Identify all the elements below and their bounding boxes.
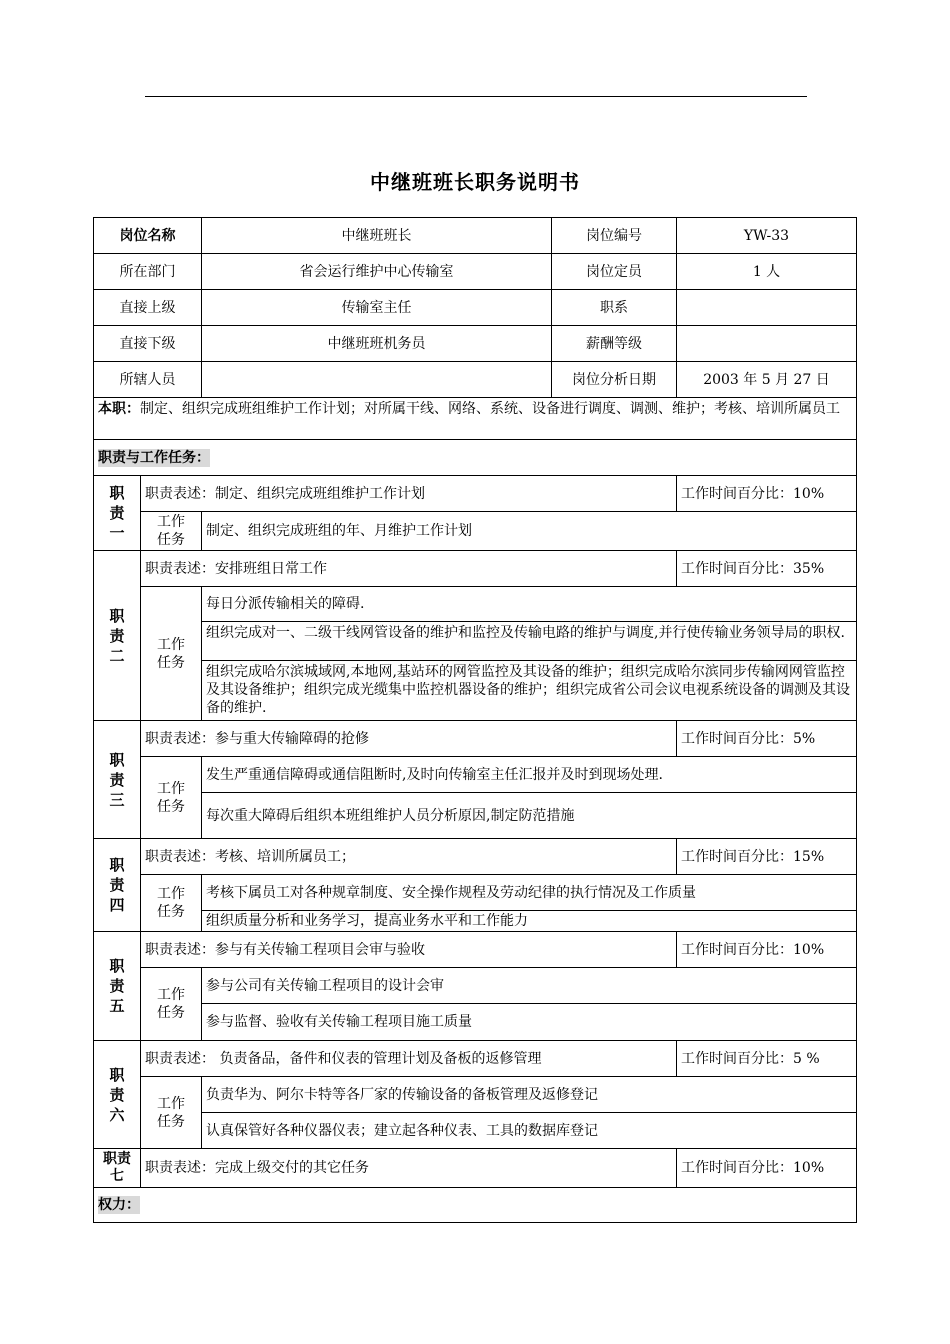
duty-2-task-3: 组织完成哈尔滨城域网,本地网,基站环的网管监控及其设备的维护；组织完成哈尔滨同步传输网网管监控及其设备维护；组织完成光缆集中监控机器设备的维护；组织完成省公司会议电视系统设备的调测及其设备的维护.: [201, 660, 857, 721]
duty-6-label: 职 责 六: [93, 1040, 141, 1149]
duty-5-percent: 工作时间百分比：10%: [676, 931, 857, 968]
duty-6-task-1: 负责华为、阿尔卡特等各厂家的传输设备的备板管理及返修登记: [201, 1076, 857, 1113]
duty-7-percent: 工作时间百分比：10%: [676, 1148, 857, 1188]
duty-1-desc: 职责表述：制定、组织完成班组维护工作计划: [140, 475, 677, 512]
series-value: [676, 289, 857, 326]
duty-2-task-2: 组织完成对一、二级干线网管设备的维护和监控及传输电路的维护与调度,并行使传输业务领导局的职权.: [201, 621, 857, 661]
duty-6-task-2: 认真保管好各种仪器仪表；建立起各种仪表、工具的数据库登记: [201, 1112, 857, 1149]
governed-label: 所辖人员: [93, 361, 202, 398]
duty-2-desc: 职责表述：安排班组日常工作: [140, 550, 677, 587]
duty-2-task-1: 每日分派传输相关的障碍.: [201, 586, 857, 622]
superior-label: 直接上级: [93, 289, 202, 326]
duty-7-desc: 职责表述：完成上级交付的其它任务: [140, 1148, 677, 1188]
subordinate-value: 中继班班机务员: [201, 325, 552, 362]
governed-value: [201, 361, 552, 398]
duty-5-desc: 职责表述：参与有关传输工程项目会审与验收: [140, 931, 677, 968]
post-name-label: 岗位名称: [93, 217, 202, 254]
dept-label: 所在部门: [93, 253, 202, 290]
duties-header: 职责与工作任务：: [98, 449, 210, 466]
summary-text: 制定、组织完成班组维护工作计划；对所属干线、网络、系统、设备进行调度、调测、维护；考核、培训所属员工: [140, 401, 840, 417]
page-title: 中继班班长职务说明书: [370, 170, 580, 194]
duty-1-percent: 工作时间百分比：10%: [676, 475, 857, 512]
salary-label: 薪酬等级: [551, 325, 677, 362]
duty-3-percent: 工作时间百分比：5%: [676, 720, 857, 757]
duty-1-task-1: 制定、组织完成班组的年、月维护工作计划: [201, 511, 857, 551]
authority-row: [93, 1187, 857, 1223]
top-rule: [145, 96, 807, 97]
duties-header-row: [93, 439, 857, 476]
duty-1-task-label: 工作 任务: [140, 511, 202, 551]
duty-4-task-1: 考核下属员工对各种规章制度、安全操作规程及劳动纪律的执行情况及工作质量: [201, 874, 857, 911]
duty-5-task-1: 参与公司有关传输工程项目的设计会审: [201, 967, 857, 1004]
duty-4-task-label: 工作 任务: [140, 874, 202, 932]
post-code-label: 岗位编号: [551, 217, 677, 254]
duty-4-desc: 职责表述：考核、培训所属员工；: [140, 838, 677, 875]
duty-3-desc: 职责表述：参与重大传输障碍的抢修: [140, 720, 677, 757]
duty-2-task-label: 工作 任务: [140, 586, 202, 721]
superior-value: 传输室主任: [201, 289, 552, 326]
duty-6-desc: 职责表述： 负责备品，备件和仪表的管理计划及备板的返修管理: [140, 1040, 677, 1077]
summary-label: 本职：: [98, 401, 140, 417]
duty-3-task-label: 工作 任务: [140, 756, 202, 839]
dept-value: 省会运行维护中心传输室: [201, 253, 552, 290]
staff-value: 1 人: [676, 253, 857, 290]
staff-label: 岗位定员: [551, 253, 677, 290]
duty-1-label: 职 责 一: [93, 475, 141, 551]
duty-3-label: 职 责 三: [93, 720, 141, 839]
duty-7-label: 职责 七: [93, 1148, 141, 1188]
post-name-value: 中继班班长: [201, 217, 552, 254]
duty-2-percent: 工作时间百分比：35%: [676, 550, 857, 587]
duty-3-task-1: 发生严重通信障碍或通信阻断时,及时向传输室主任汇报并及时到现场处理.: [201, 756, 857, 793]
subordinate-label: 直接下级: [93, 325, 202, 362]
duty-2-label: 职 责 二: [93, 550, 141, 721]
duty-5-task-label: 工作 任务: [140, 967, 202, 1041]
analysis-date-value: 2003 年 5 月 27 日: [676, 361, 857, 398]
series-label: 职系: [551, 289, 677, 326]
duty-3-task-2: 每次重大障碍后组织本班组维护人员分析原因,制定防范措施: [201, 792, 857, 839]
duty-5-label: 职 责 五: [93, 931, 141, 1041]
authority-label: 权力：: [98, 1197, 140, 1213]
duty-6-task-label: 工作 任务: [140, 1076, 202, 1149]
duty-4-percent: 工作时间百分比：15%: [676, 838, 857, 875]
salary-value: [676, 325, 857, 362]
summary-row: [93, 397, 857, 440]
duty-4-label: 职 责 四: [93, 838, 141, 932]
analysis-date-label: 岗位分析日期: [551, 361, 677, 398]
duty-6-percent: 工作时间百分比：5 %: [676, 1040, 857, 1077]
duty-4-task-2: 组织质量分析和业务学习，提高业务水平和工作能力: [201, 910, 857, 932]
duty-5-task-2: 参与监督、验收有关传输工程项目施工质量: [201, 1003, 857, 1041]
post-code-value: YW-33: [676, 217, 857, 254]
